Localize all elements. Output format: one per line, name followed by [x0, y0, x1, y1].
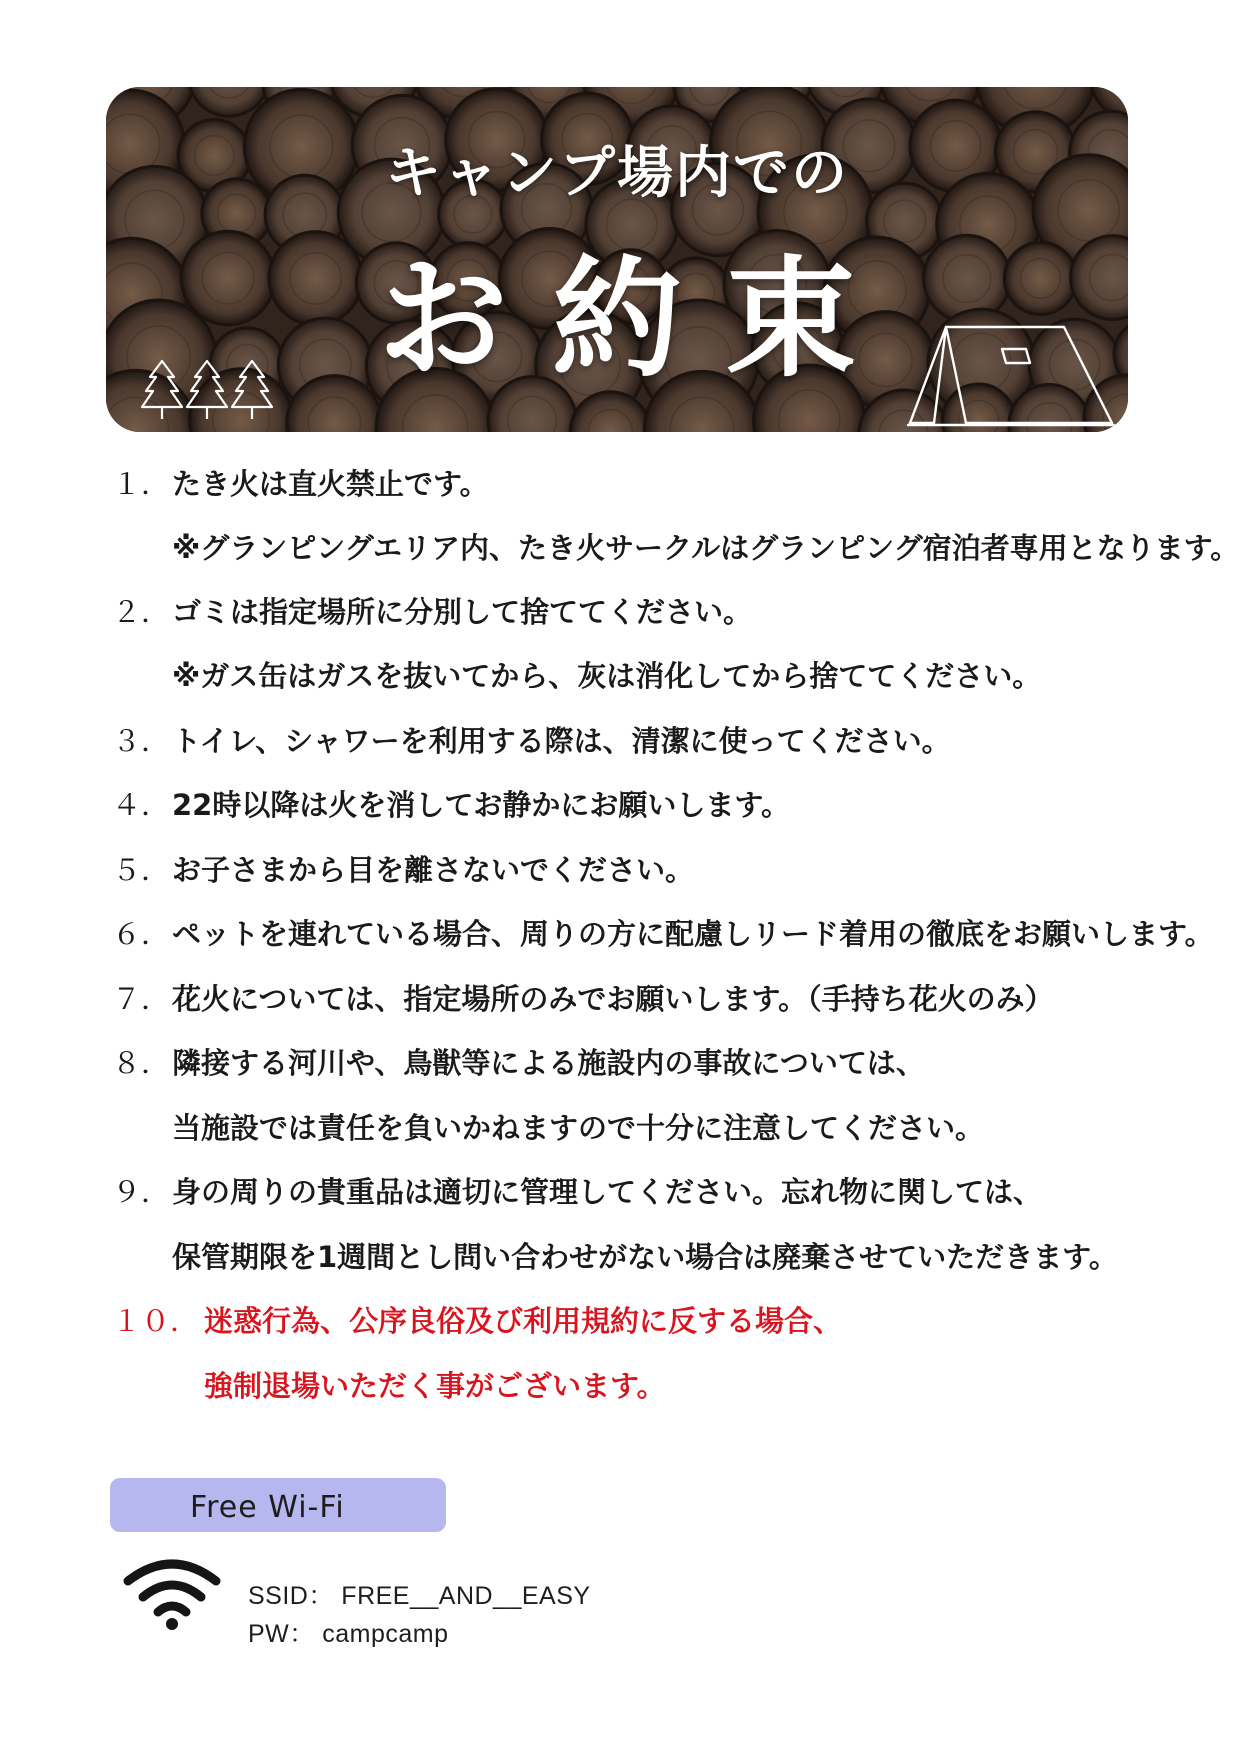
rule-number: ５．: [112, 853, 171, 887]
rule-8: [112, 1046, 925, 1080]
rule-2-note: ※ガス缶はガスを抜いてから、灰は消化してから捨ててください。: [172, 659, 1042, 693]
rule-7: [112, 982, 1054, 1016]
rule-9-note: 保管期限を1週間とし問い合わせがない場合は廃棄させていただきます。: [172, 1240, 1118, 1274]
rule-2: [112, 595, 753, 629]
wifi-label: Free Wi-Fi: [190, 1490, 345, 1525]
wifi-password: PW： campcamp: [248, 1620, 449, 1648]
header-subtitle: キャンプ場内での: [385, 141, 849, 206]
wifi-label-badge: [110, 1478, 446, 1532]
rule-text: 隣接する河川や、鳥獣等による施設内の事故については、: [172, 1046, 925, 1080]
rule-text: 身の周りの貴重品は適切に管理してください。忘れ物に関しては、: [172, 1175, 1043, 1209]
rule-number: ７．: [112, 982, 171, 1016]
rule-text: ゴミは指定場所に分別して捨ててください。: [172, 595, 753, 629]
rule-number: ３．: [112, 724, 171, 758]
rule-text: トイレ、シャワーを利用する際は、清潔に使ってください。: [172, 724, 951, 758]
rule-number: １０．: [112, 1304, 200, 1338]
rule-text: 花火については、指定場所のみでお願いします。（手持ち花火のみ）: [172, 982, 1054, 1016]
rule-text: たき火は直火禁止です。: [172, 467, 489, 501]
rule-1-note: ※グランピングエリア内、たき火サークルはグランピング宿泊者専用となります。: [172, 531, 1240, 565]
rule-text: 22時以降は火を消してお静かにお願いします。: [172, 788, 791, 822]
rule-text: ペットを連れている場合、周りの方に配慮しリード着用の徹底をお願いします。: [172, 917, 1214, 951]
header-banner: [106, 87, 1128, 432]
header-title: お約束: [377, 243, 900, 395]
rule-10-note: 強制退場いただく事がございます。: [204, 1369, 666, 1403]
rule-number: ６．: [112, 917, 171, 951]
rule-8-note: 当施設では責任を負いかねますので十分に注意してください。: [172, 1111, 985, 1145]
rule-10: [112, 1304, 843, 1338]
rule-3: [112, 724, 951, 758]
rule-number: ２．: [112, 595, 171, 629]
rule-number: １．: [112, 467, 171, 501]
trees-icon: [140, 359, 274, 421]
rule-1: [112, 467, 489, 501]
rule-text: 迷惑行為、公序良俗及び利用規約に反する場合、: [204, 1304, 843, 1338]
rule-text: お子さまから目を離さないでください。: [172, 853, 695, 887]
rule-number: ９．: [112, 1175, 171, 1209]
rule-number: ８．: [112, 1046, 171, 1080]
wifi-ssid: SSID： FREE__AND__EASY: [248, 1582, 591, 1610]
rule-6: [112, 917, 1214, 951]
rule-number: ４．: [112, 788, 171, 822]
tent-icon: [906, 319, 1116, 429]
rule-5: [112, 853, 695, 887]
wifi-icon: [122, 1555, 222, 1630]
rule-4: [112, 788, 791, 822]
rule-9: [112, 1175, 1043, 1209]
